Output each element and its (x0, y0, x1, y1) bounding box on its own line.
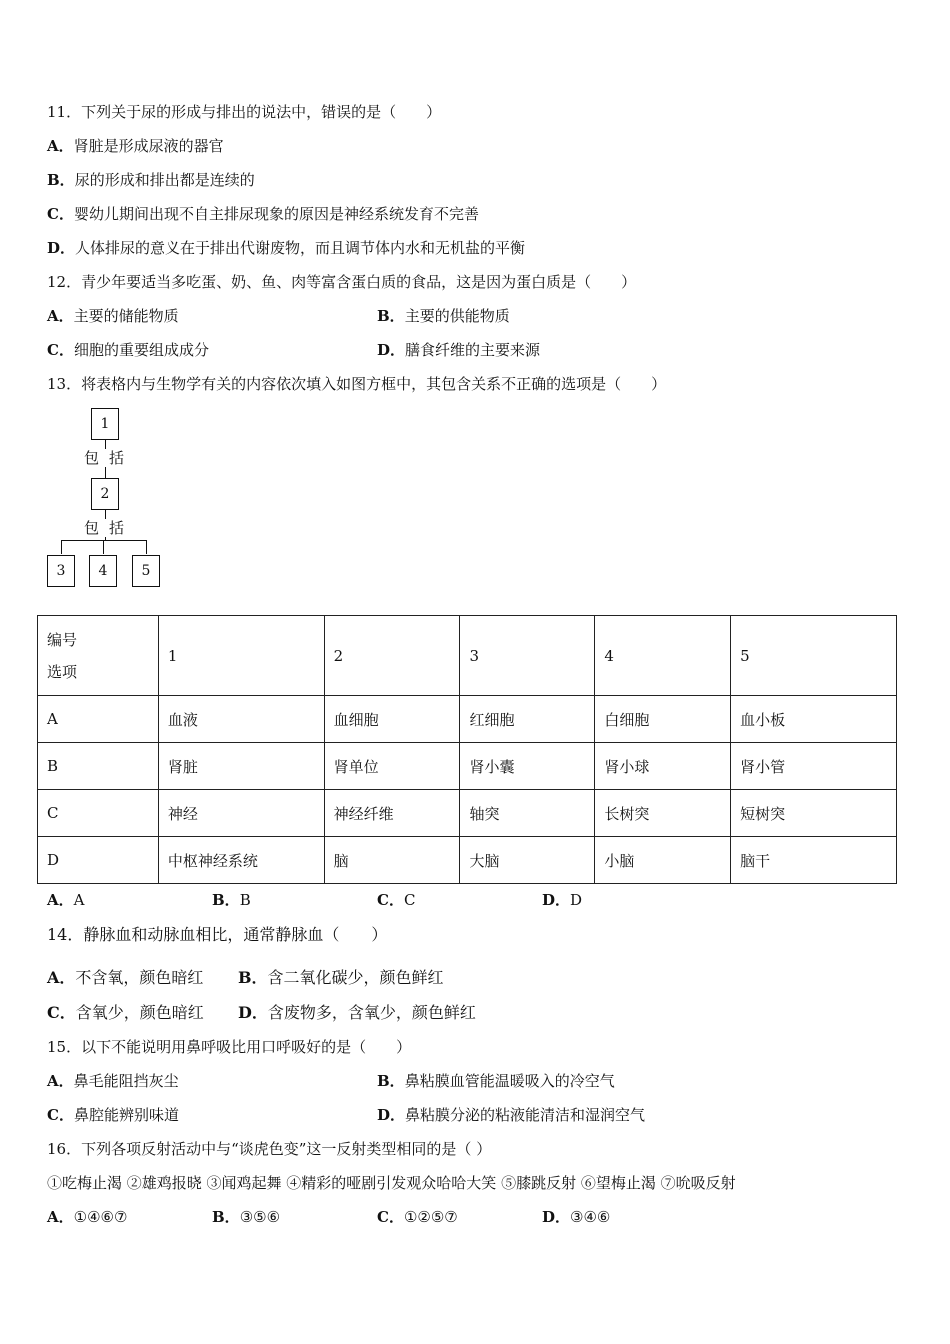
q14-stem: 14．静脉血和动脉血相比，通常静脉血（ ） (47, 925, 388, 944)
option-label: A． (47, 1208, 74, 1226)
option-text: ③⑤⑥ (239, 1208, 281, 1226)
option-text: ①④⑥⑦ (73, 1208, 128, 1226)
option-label: A． (47, 891, 74, 909)
diagram-box-4: 4 (89, 555, 117, 587)
option-label: D． (377, 1106, 406, 1124)
q12-option-c[interactable] (47, 340, 209, 360)
option-text: 尿的形成和排出都是连续的 (74, 171, 255, 189)
diagram-label-include: 包括 (84, 519, 135, 537)
header-bottom: 选项 (47, 662, 78, 681)
option-text: B (239, 891, 251, 909)
q11-option-b[interactable] (47, 170, 255, 190)
table-cell: 血细胞 (324, 696, 460, 743)
table-header-cell: 2 (324, 616, 460, 696)
row-key: D (38, 837, 159, 884)
option-text: 鼻毛能阻挡灰尘 (73, 1072, 179, 1090)
q16-option-c[interactable] (377, 1207, 458, 1227)
q11-stem: 11．下列关于尿的形成与排出的说法中，错误的是（ ） (47, 103, 442, 121)
q16-items: ①吃梅止渴 ②雄鸡报晓 ③闻鸡起舞 ④精彩的哑剧引发观众哈哈大笑 ⑤膝跳反射 ⑥望梅止渴 ⑦吮吸反射 (47, 1174, 736, 1192)
option-text: 含废物多，含氧少，颜色鲜红 (267, 1003, 476, 1022)
option-text: 婴幼儿期间出现不自主排尿现象的原因是神经系统发育不完善 (73, 205, 479, 223)
option-text: 主要的供能物质 (404, 307, 510, 325)
option-label: A． (47, 137, 74, 155)
diagram-box-5: 5 (132, 555, 160, 587)
header-top: 编号 (47, 630, 78, 649)
option-text: 人体排尿的意义在于排出代谢废物，而且调节体内水和无机盐的平衡 (75, 239, 526, 257)
option-label: A． (47, 968, 76, 987)
option-label: C． (377, 1208, 404, 1226)
q15-option-d[interactable] (377, 1105, 645, 1125)
option-label: D． (238, 1003, 268, 1022)
diagram-label-include: 包括 (84, 449, 135, 467)
q16-option-b[interactable] (212, 1207, 280, 1227)
q13-option-d[interactable] (542, 890, 582, 910)
row-key: B (38, 743, 159, 790)
table-cell: 大脑 (460, 837, 595, 884)
table-cell: 血小板 (731, 696, 897, 743)
q12-option-d[interactable] (377, 340, 540, 360)
option-text: 不含氧，颜色暗红 (75, 968, 204, 987)
q15-option-b[interactable] (377, 1071, 615, 1091)
option-text: ①②⑤⑦ (403, 1208, 458, 1226)
q13-option-a[interactable] (47, 890, 84, 910)
option-text: ③④⑥ (570, 1208, 611, 1226)
connector-line (61, 540, 62, 554)
q16-option-d[interactable] (542, 1207, 610, 1227)
table-header-corner (38, 616, 159, 696)
option-label: C． (47, 341, 74, 359)
table-cell: 红细胞 (460, 696, 595, 743)
q16-stem: 16．下列各项反射活动中与“谈虎色变”这一反射类型相同的是（ ） (47, 1140, 492, 1158)
diagram-box-3: 3 (47, 555, 75, 587)
option-label: B． (212, 1208, 240, 1226)
q11-option-c[interactable] (47, 204, 479, 224)
table-cell: 神经纤维 (324, 790, 460, 837)
table-row (38, 790, 897, 837)
option-text: 鼻粘膜血管能温暖吸入的冷空气 (404, 1072, 615, 1090)
q16-option-a[interactable] (47, 1207, 127, 1227)
option-text: 细胞的重要组成成分 (73, 341, 209, 359)
table-row (38, 696, 897, 743)
table-cell: 白细胞 (595, 696, 731, 743)
option-label: B． (377, 307, 405, 325)
table-cell: 肾脏 (158, 743, 324, 790)
q12-stem: 12．青少年要适当多吃蛋、奶、鱼、肉等富含蛋白质的食品，这是因为蛋白质是（ ） (47, 273, 637, 291)
option-label: C． (47, 1106, 74, 1124)
row-key: C (38, 790, 159, 837)
q15-option-a[interactable] (47, 1071, 179, 1091)
q13-stem: 13．将表格内与生物学有关的内容依次填入如图方框中，其包含关系不正确的选项是（ ） (47, 375, 667, 393)
diagram-box-2: 2 (91, 478, 119, 510)
connector-line (146, 540, 147, 554)
q14-option-a[interactable] (47, 968, 203, 988)
q14-option-b[interactable] (238, 968, 444, 988)
option-label: A． (47, 307, 74, 325)
table-header-cell: 3 (460, 616, 595, 696)
q14-option-c[interactable] (47, 1003, 204, 1023)
q12-option-a[interactable] (47, 306, 179, 326)
table-cell: 脑干 (731, 837, 897, 884)
option-label: C． (47, 1003, 76, 1022)
option-text: 主要的储能物质 (73, 307, 179, 325)
q12-option-b[interactable] (377, 306, 510, 326)
option-label: D． (47, 239, 76, 257)
table-header-row (38, 616, 897, 696)
q13-option-c[interactable] (377, 890, 415, 910)
option-label: B． (212, 891, 240, 909)
table-cell: 短树突 (731, 790, 897, 837)
table-cell: 中枢神经系统 (158, 837, 324, 884)
option-label: C． (47, 205, 74, 223)
q14-option-d[interactable] (238, 1003, 476, 1023)
option-text: D (570, 891, 583, 909)
table-cell: 长树突 (595, 790, 731, 837)
row-key: A (38, 696, 159, 743)
q15-stem: 15．以下不能说明用鼻呼吸比用口呼吸好的是（ ） (47, 1038, 412, 1056)
option-text: C (403, 891, 416, 909)
option-text: 含氧少，颜色暗红 (75, 1003, 204, 1022)
q15-option-c[interactable] (47, 1105, 179, 1125)
option-text: 膳食纤维的主要来源 (405, 341, 541, 359)
table-header-cell: 1 (158, 616, 324, 696)
option-label: B． (47, 171, 75, 189)
q13-table (37, 615, 897, 884)
option-label: D． (542, 1208, 571, 1226)
option-label: A． (47, 1072, 74, 1090)
table-header-cell: 4 (595, 616, 731, 696)
table-cell: 肾单位 (324, 743, 460, 790)
option-text: A (73, 891, 85, 909)
table-row (38, 837, 897, 884)
option-label: B． (377, 1072, 405, 1090)
table-cell: 脑 (324, 837, 460, 884)
table-cell: 血液 (158, 696, 324, 743)
option-label: D． (542, 891, 571, 909)
table-header-cell: 5 (731, 616, 897, 696)
table-cell: 肾小球 (595, 743, 731, 790)
table-row (38, 743, 897, 790)
q11-option-d[interactable] (47, 238, 525, 258)
option-label: B． (238, 968, 268, 987)
connector-line (103, 540, 104, 554)
option-text: 鼻腔能辨别味道 (73, 1106, 179, 1124)
table-cell: 小脑 (595, 837, 731, 884)
option-label: C． (377, 891, 404, 909)
option-label: D． (377, 341, 406, 359)
option-text: 鼻粘膜分泌的粘液能清洁和湿润空气 (405, 1106, 646, 1124)
table-cell: 神经 (158, 790, 324, 837)
q11-option-a[interactable] (47, 136, 224, 156)
table-cell: 轴突 (460, 790, 595, 837)
diagram-box-1: 1 (91, 408, 119, 440)
table-cell: 肾小囊 (460, 743, 595, 790)
option-text: 含二氧化碳少，颜色鲜红 (267, 968, 444, 987)
option-text: 肾脏是形成尿液的器官 (73, 137, 224, 155)
table-cell: 肾小管 (731, 743, 897, 790)
q13-option-b[interactable] (212, 890, 251, 910)
